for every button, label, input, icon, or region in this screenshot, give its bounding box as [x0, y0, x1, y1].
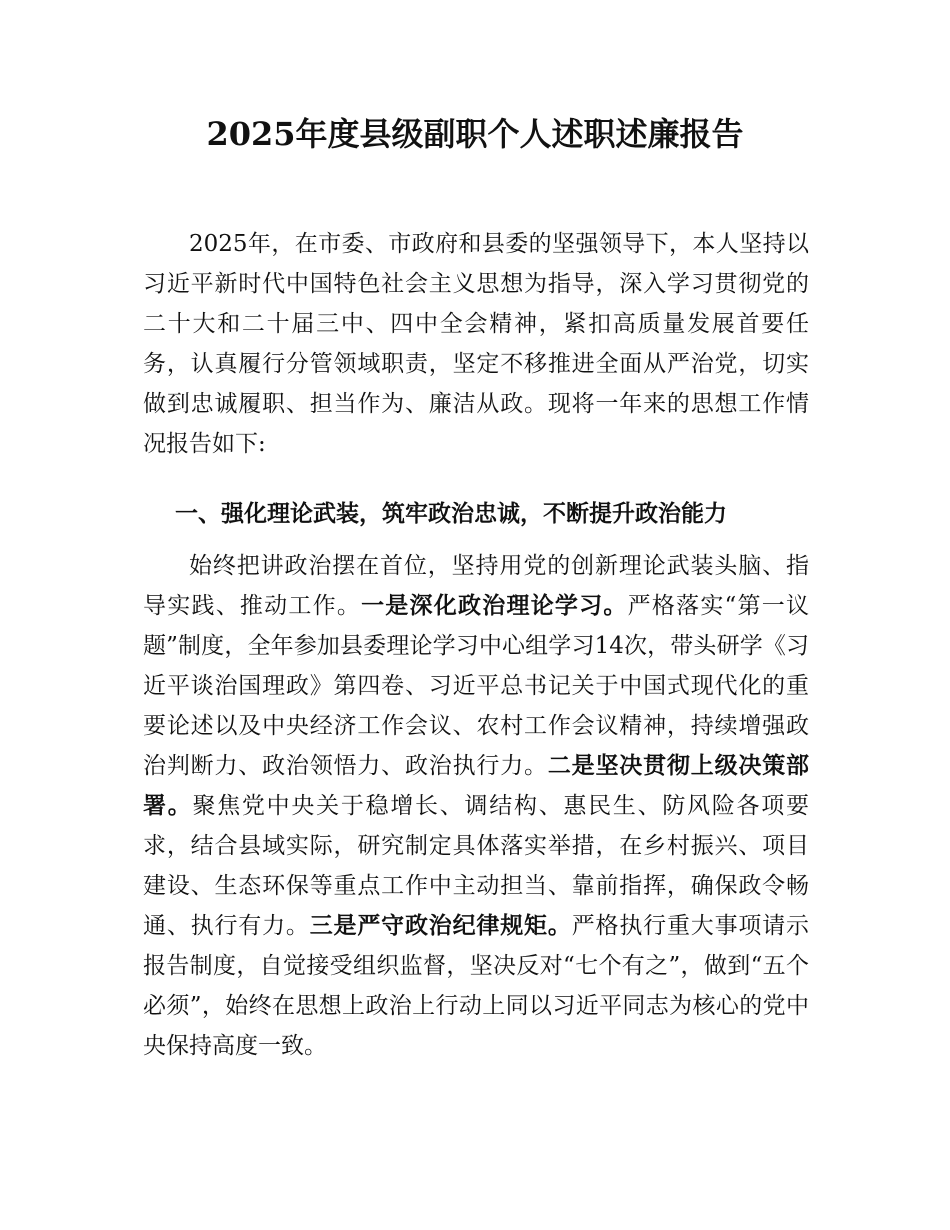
point-2-text: 聚焦党中央关于稳增长、调结构、惠民生、防风险各项要求，结合县域实际，研究制定具体落实举措，在乡村振兴、项目建设、生态环保等重点工作中主动担当、靠前指挥，确保政令畅通、执行有力。: [143, 793, 810, 939]
point-3-text: 严格执行重大事项请示报告制度，自觉接受组织监督，坚决反对“七个有之”，做到“五个必须”，始终在思想上政治上行动上同以习近平同志为核心的党中央保持高度一致。: [143, 913, 810, 1059]
point-1-text: 严格落实“第一议题”制度，全年参加县委理论学习中心组学习14次，带头研学《习近平谈治国理政》第四卷、习近平总书记关于中国式现代化的重要论述以及中央经济工作会议、农村工作会议精神，持续增强政治判断力、政治领悟力、政治执行力。: [143, 593, 809, 779]
point-2-title: 二是坚决贯彻上级决策部署。: [143, 752, 810, 819]
point-3-title: 三是严守政治纪律规矩。: [309, 912, 572, 939]
section-1-paragraph: [143, 546, 809, 1066]
section-heading-1: 一、强化理论武装，筑牢政治忠诚，不断提升政治能力: [175, 501, 727, 527]
document-title: 2025年度县级副职个人述职述廉报告: [206, 115, 744, 153]
section-1-lead: 始终把讲政治摆在首位，坚持用党的创新理论武装头脑、指导实践、推动工作。: [143, 553, 809, 619]
point-1-title: 一是深化政治理论学习。: [361, 592, 628, 619]
intro-paragraph: 2025年，在市委、市政府和县委的坚强领导下，本人坚持以习近平新时代中国特色社会主义思想为指导，深入学习贯彻党的二十大和二十届三中、四中全会精神，紧扣高质量发展首要任务，认真履行分管领域职责，坚定不移推进全面从严治党，切实做到忠诚履职、担当作为、廉洁从政。现将一年来的思想工作情况报告如下:: [143, 231, 809, 457]
